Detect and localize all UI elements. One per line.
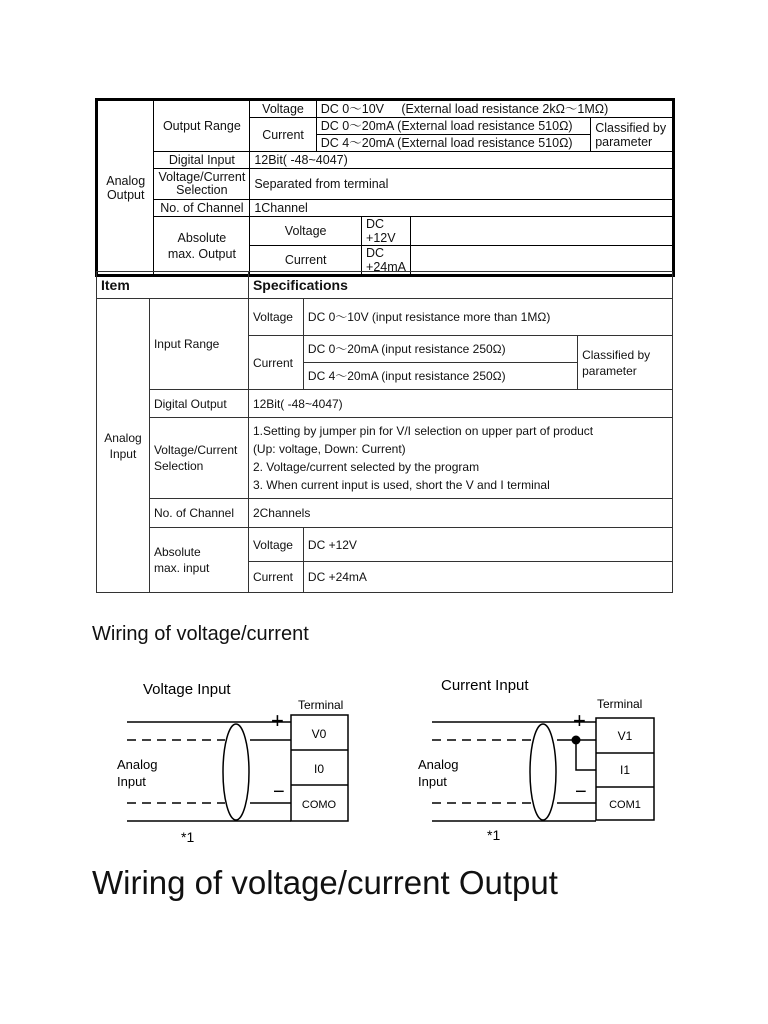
- voltage-note: *1: [181, 829, 195, 845]
- analog-input-table: [96, 271, 673, 593]
- absolute-empty: [410, 217, 673, 276]
- current-terminal-i1: I1: [619, 763, 631, 777]
- voltage-label: Voltage: [250, 100, 316, 118]
- channels-value: 1Channel: [250, 200, 674, 217]
- wiring-diagrams: [95, 670, 675, 850]
- voltage-input-diagram: [117, 681, 348, 845]
- current-label: Current: [250, 118, 316, 152]
- voltage-terminal-com0: COMO: [301, 799, 337, 811]
- vc-line-4: 3. When current input is used, short the V and I terminal: [252, 478, 550, 492]
- output-range-label: Output Range: [154, 100, 250, 152]
- channels-label: No. of Channel: [154, 200, 250, 217]
- voltage-side-label-2: Input: [117, 774, 146, 789]
- in-abs-current-value: DC +24mA: [303, 562, 672, 593]
- analog-output-table: [95, 98, 675, 277]
- digital-input-value: 12Bit( -48~4047): [250, 152, 674, 169]
- in-vc-selection-label: Voltage/Current Selection: [149, 418, 248, 499]
- analog-input-label: Analog Input: [97, 299, 150, 593]
- digital-output-label: Digital Output: [149, 390, 248, 418]
- vc-line-1: 1.Setting by jumper pin for V/I selection on upper part of product: [252, 424, 594, 438]
- current-note: *1: [487, 827, 501, 843]
- in-abs-voltage-label: Voltage: [248, 528, 303, 562]
- in-abs-current-label: Current: [248, 562, 303, 593]
- output-heading: Wiring of voltage/current Output: [92, 864, 558, 901]
- in-abs-voltage-value: DC +12V: [303, 528, 672, 562]
- digital-input-label: Digital Input: [154, 152, 250, 169]
- analog-output-label: Analog Output: [97, 100, 154, 276]
- input-range-label: Input Range: [149, 299, 248, 390]
- current-minus-sign: −: [575, 781, 587, 803]
- voltage-terminal-i0: I0: [313, 762, 325, 776]
- classified-label: Classified by parameter: [591, 118, 674, 152]
- in-vc-selection-value: [248, 418, 672, 499]
- voltage-minus-sign: −: [273, 781, 285, 803]
- current-terminal-v1: V1: [617, 729, 633, 743]
- current-side-label-2: Input: [418, 774, 447, 789]
- specifications-header: Specifications: [248, 272, 672, 299]
- in-voltage-label: Voltage: [248, 299, 303, 336]
- abs-current-value: DC +24mA: [366, 246, 406, 274]
- voltage-diagram-title: Voltage Input: [143, 681, 231, 698]
- in-current-spec-1: DC 0～20mA (input resistance 250Ω): [303, 336, 577, 363]
- current-input-diagram: [418, 677, 654, 843]
- in-absolute-label: Absolute max. input: [149, 528, 248, 593]
- in-current-spec-2: DC 4～20mA (input resistance 250Ω): [303, 363, 577, 390]
- voltage-terminal-label: Terminal: [298, 698, 344, 712]
- abs-voltage-label: Voltage: [250, 217, 361, 246]
- vc-selection-label: Voltage/Current Selection: [154, 169, 250, 200]
- item-header: Item: [97, 272, 249, 299]
- vc-selection-value: Separated from terminal: [250, 169, 674, 200]
- voltage-spec: DC 0～10V (External load resistance 2kΩ～1MΩ): [316, 100, 673, 118]
- in-voltage-spec: DC 0～10V (input resistance more than 1MΩ): [303, 299, 672, 336]
- in-channels-label: No. of Channel: [149, 499, 248, 528]
- in-current-label: Current: [248, 336, 303, 390]
- voltage-terminal-v0: V0: [311, 727, 327, 741]
- current-side-label-1: Analog: [418, 757, 459, 772]
- absolute-subtable: [250, 217, 410, 274]
- abs-voltage-value: DC +12V: [362, 217, 410, 246]
- current-spec-2: DC 4～20mA (External load resistance 510Ω): [316, 135, 590, 152]
- voltage-side-label-1: Analog: [117, 757, 158, 772]
- current-shield-ellipse: [530, 724, 556, 820]
- current-diagram-title: Current Input: [441, 677, 529, 694]
- current-plus-sign: +: [573, 708, 586, 733]
- current-junction-dot: [572, 736, 581, 745]
- vc-line-2: (Up: voltage, Down: Current): [252, 442, 406, 456]
- current-terminal-com1: COM1: [609, 799, 641, 811]
- digital-output-value: 12Bit( -48~4047): [248, 390, 672, 418]
- voltage-shield-ellipse: [223, 724, 249, 820]
- vc-line-3: 2. Voltage/current selected by the program: [252, 460, 480, 474]
- voltage-plus-sign: +: [271, 708, 284, 733]
- current-spec-1: DC 0～20mA (External load resistance 510Ω): [316, 118, 590, 135]
- absolute-max-label: Absolute max. Output: [154, 217, 250, 276]
- abs-current-label: Current: [250, 246, 361, 275]
- absolute-max-cells: [250, 217, 411, 276]
- wiring-heading: Wiring of voltage/current: [92, 623, 309, 645]
- current-terminal-label: Terminal: [597, 697, 643, 711]
- in-channels-value: 2Channels: [248, 499, 672, 528]
- in-classified-label: Classified by parameter: [578, 336, 673, 390]
